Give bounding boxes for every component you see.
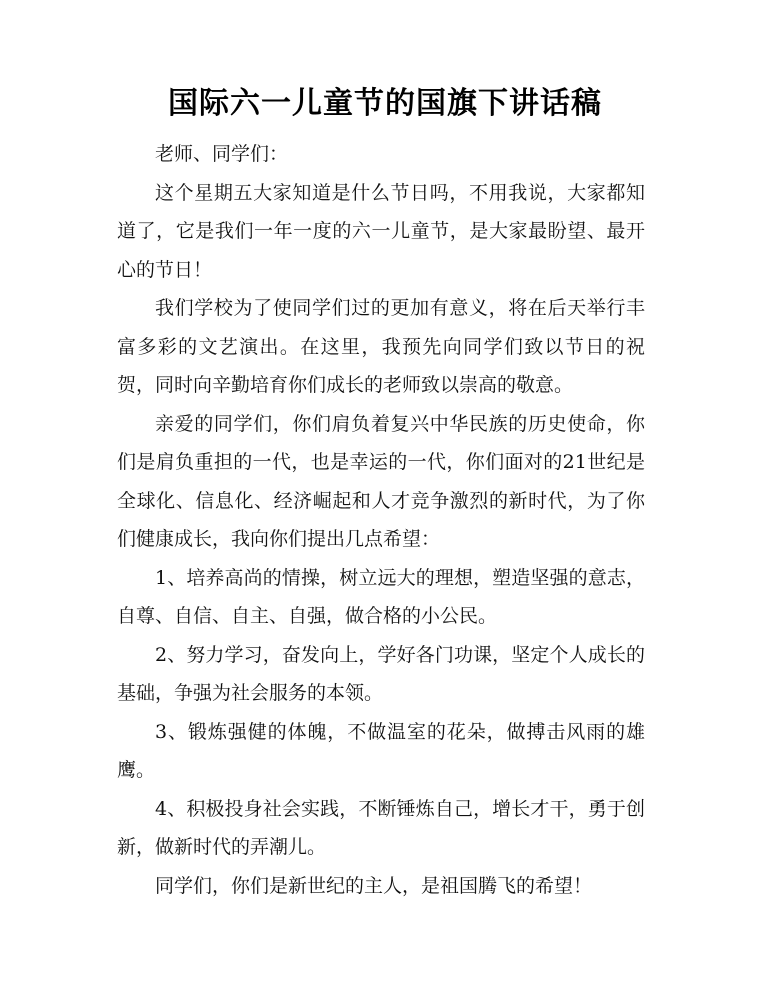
list-item: 3、锻炼强健的体魄，不做温室的花朵，做搏击风雨的雄鹰。 [117,720,645,781]
paragraph-salutation: 老师、同学们： [155,143,289,165]
document-title: 国际六一儿童节的国旗下讲话稿 [168,86,602,121]
list-item: 2、努力学习，奋发向上，学好各门功课，坚定个人成长的基础，争强为社会服务的本领。 [117,643,645,704]
paragraph: 这个星期五大家知道是什么节日吗，不用我说，大家都知道了，它是我们一年一度的六一儿童节，是大家最盼望、最开心的节日！ [117,181,645,281]
paragraph: 亲爱的同学们，你们肩负着复兴中华民族的历史使命，你们是肩负重担的一代，也是幸运的一代，你们面对的21世纪是全球化、信息化、经济崛起和人才竞争激烈的新时代，为了你们健康成长，我向你们提出几点希望： [117,412,645,550]
list-item: 1、培养高尚的情操，树立远大的理想，塑造坚强的意志，自尊、自信、自主、自强，做合格的小公民。 [117,566,645,627]
list-item: 4、积极投身社会实践，不断锤炼自己，增长才干，勇于创新，做新时代的弄潮儿。 [117,797,645,858]
paragraph-closing: 同学们，你们是新世纪的主人，是祖国腾飞的希望！ [155,874,593,897]
paragraph: 我们学校为了使同学们过的更加有意义，将在后天举行丰富多彩的文艺演出。在这里，我预先向同学们致以节日的祝贺，同时向辛勤培育你们成长的老师致以崇高的敬意。 [117,297,645,396]
document-body [117,135,645,905]
